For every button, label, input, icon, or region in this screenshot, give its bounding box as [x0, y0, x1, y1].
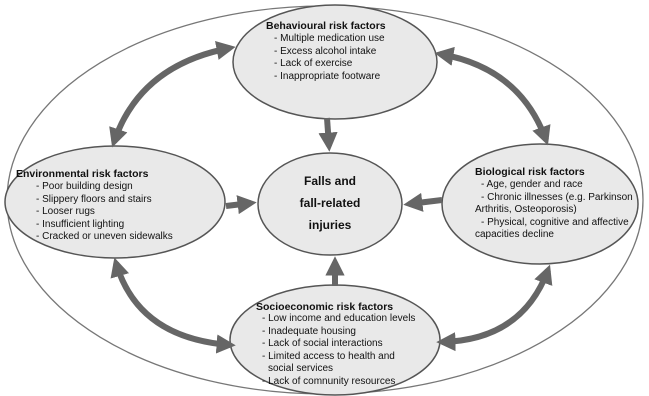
socioeconomic-item: - Low income and education levels — [262, 313, 416, 324]
arrow-environmental-to-center — [226, 203, 251, 206]
behavioural-item: - Inappropriate footware — [274, 70, 381, 82]
socioeconomic-title: Socioeconomic risk factors — [256, 301, 394, 313]
biological-item: - Age, gender and race — [481, 179, 583, 190]
behavioural-title: Behavioural risk factors — [266, 20, 386, 32]
environmental-item: - Cracked or uneven sidewalks — [36, 231, 173, 242]
biological-factor-block — [475, 166, 633, 242]
biological-item: - Physical, cognitive and affective — [481, 216, 629, 228]
behavioural-item: - Excess alcohol intake — [274, 45, 377, 57]
socioeconomic-item: - Lack of comnunity resources — [262, 375, 396, 387]
environmental-title: Environmental risk factors — [16, 168, 149, 180]
behavioural-item: - Multiple medication use — [274, 33, 385, 44]
socioeconomic-item: social services — [268, 363, 334, 374]
biological-item: capacities decline — [475, 229, 554, 240]
arrow-behavioural-environmental — [114, 48, 230, 142]
arrow-biological-socioeconomic — [442, 270, 548, 342]
environmental-item: - Insufficient lighting — [36, 218, 125, 230]
arrow-biological-to-center — [409, 200, 442, 204]
environmental-item: - Slippery floors and stairs — [36, 193, 152, 205]
behavioural-item: - Lack of exercise — [274, 58, 353, 69]
socioeconomic-item: - Lack of social interactions — [262, 338, 383, 349]
environmental-factor-block — [16, 168, 173, 244]
center-line: injuries — [308, 218, 352, 232]
center-outcome-label — [268, 170, 392, 236]
center-line: fall-related — [299, 196, 361, 210]
arrow-behavioural-to-center — [327, 118, 329, 146]
center-line: Falls and — [303, 174, 356, 188]
socioeconomic-item: - Inadequate housing — [262, 325, 356, 337]
behavioural-factor-block — [266, 20, 386, 83]
socioeconomic-factor-block — [256, 301, 415, 388]
arrow-environmental-socioeconomic — [116, 263, 230, 345]
biological-item: - Chronic illnesses (e.g. Parkinson — [481, 191, 633, 203]
arrow-behavioural-biological — [440, 54, 546, 140]
environmental-item: - Looser rugs — [36, 206, 95, 217]
socioeconomic-item: - Limited access to health and — [262, 350, 395, 362]
biological-item: Arthritis, Osteoporosis) — [475, 204, 577, 215]
biological-title: Biological risk factors — [475, 166, 585, 178]
environmental-item: - Poor building design — [36, 181, 133, 192]
